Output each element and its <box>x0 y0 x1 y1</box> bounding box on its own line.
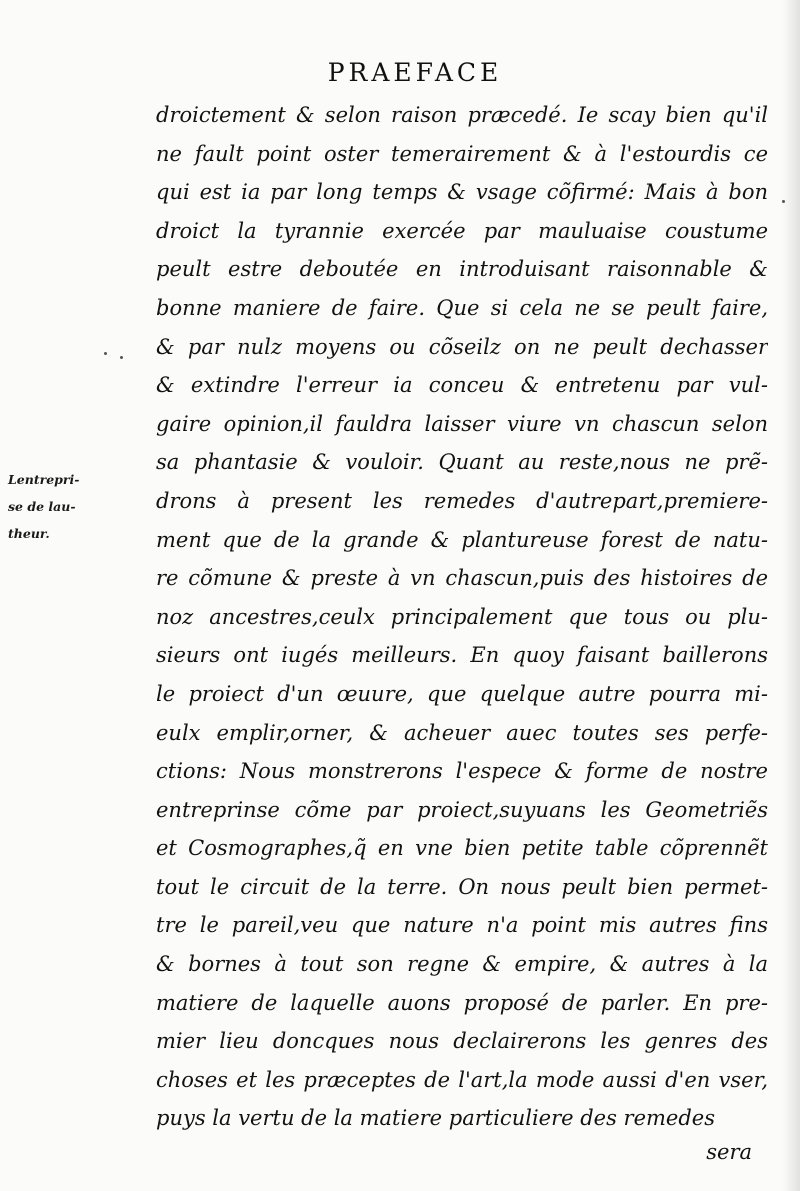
text-line: droictement & selon raison præcedé. Ie scay bien qu'il <box>156 103 768 127</box>
text-line: sieurs ont iugés meilleurs. En quoy faisant baillerons <box>156 643 768 668</box>
text-line: tout le circuit de la terre. On nous peult bien permet- <box>156 874 768 899</box>
text-line: et Cosmographes,q̃ en vne bien petite table cõprennẽt <box>156 836 768 861</box>
text-line: drons à present les remedes d'autrepart,premiere- <box>156 488 768 513</box>
text-line: qui est ia par long temps & vsage cõfirmé: Mais à bon <box>156 180 768 205</box>
text-line: ment que de la grande & plantureuse forest de natu- <box>156 527 768 552</box>
marginal-note-line: Lentrepri- <box>8 472 80 487</box>
text-line: gaire opinion,il fauldra laisser viure vn chascun selon <box>156 411 768 436</box>
catchword: sera <box>706 1140 752 1164</box>
ink-speck <box>782 200 785 203</box>
text-line: matiere de laquelle auons proposé de parler. En pre- <box>156 990 768 1015</box>
marginal-note <box>8 466 138 547</box>
ink-speck <box>120 356 123 359</box>
text-line: le proiect d'un œuure, que quelque autre pourra mi- <box>156 681 768 706</box>
text-line: & par nulz moyens ou cõseilz on ne peult dechasser <box>156 334 768 359</box>
body-text <box>156 96 768 1138</box>
text-line: mier lieu doncques nous declairerons les genres des <box>156 1029 768 1054</box>
text-line: puys la vertu de la matiere particuliere des remedes <box>156 1106 716 1131</box>
running-head: PRAEFACE <box>327 58 503 87</box>
page-edge-shadow <box>782 0 800 1191</box>
marginal-note-line: se de lau- <box>8 499 76 514</box>
text-line: droict la tyrannie exercée par mauluaise coustume <box>156 218 768 243</box>
ink-speck <box>104 352 107 355</box>
text-line: ne fault point oster temerairement & à l'estourdis ce <box>156 141 768 166</box>
text-line: bonne maniere de faire. Que si cela ne se peult faire, <box>156 295 768 320</box>
text-line: ctions: Nous monstrerons l'espece & forme de nostre <box>156 759 768 784</box>
text-line: tre le pareil,veu que nature n'a point mis autres fins <box>156 913 768 938</box>
text-line: sa phantasie & vouloir. Quant au reste,nous ne prẽ- <box>156 450 768 475</box>
text-line: eulx emplir,orner, & acheuer auec toutes ses perfe- <box>156 720 768 745</box>
text-line: noz ancestres,ceulx principalement que tous ou plu- <box>156 604 768 629</box>
text-line: entreprinse cõme par proiect,suyuans les Geometriẽs <box>156 797 768 822</box>
text-line: & bornes à tout son regne & empire, & autres à la <box>156 952 768 977</box>
text-line: peult estre deboutée en introduisant raisonnable & <box>156 257 768 282</box>
text-line: re cõmune & preste à vn chascun,puis des histoires de <box>156 566 768 591</box>
text-line: & extindre l'erreur ia conceu & entretenu par vul- <box>156 373 768 398</box>
marginal-note-line: theur. <box>8 526 50 541</box>
text-line: choses et les præceptes de l'art,la mode aussi d'en vser, <box>156 1067 768 1092</box>
